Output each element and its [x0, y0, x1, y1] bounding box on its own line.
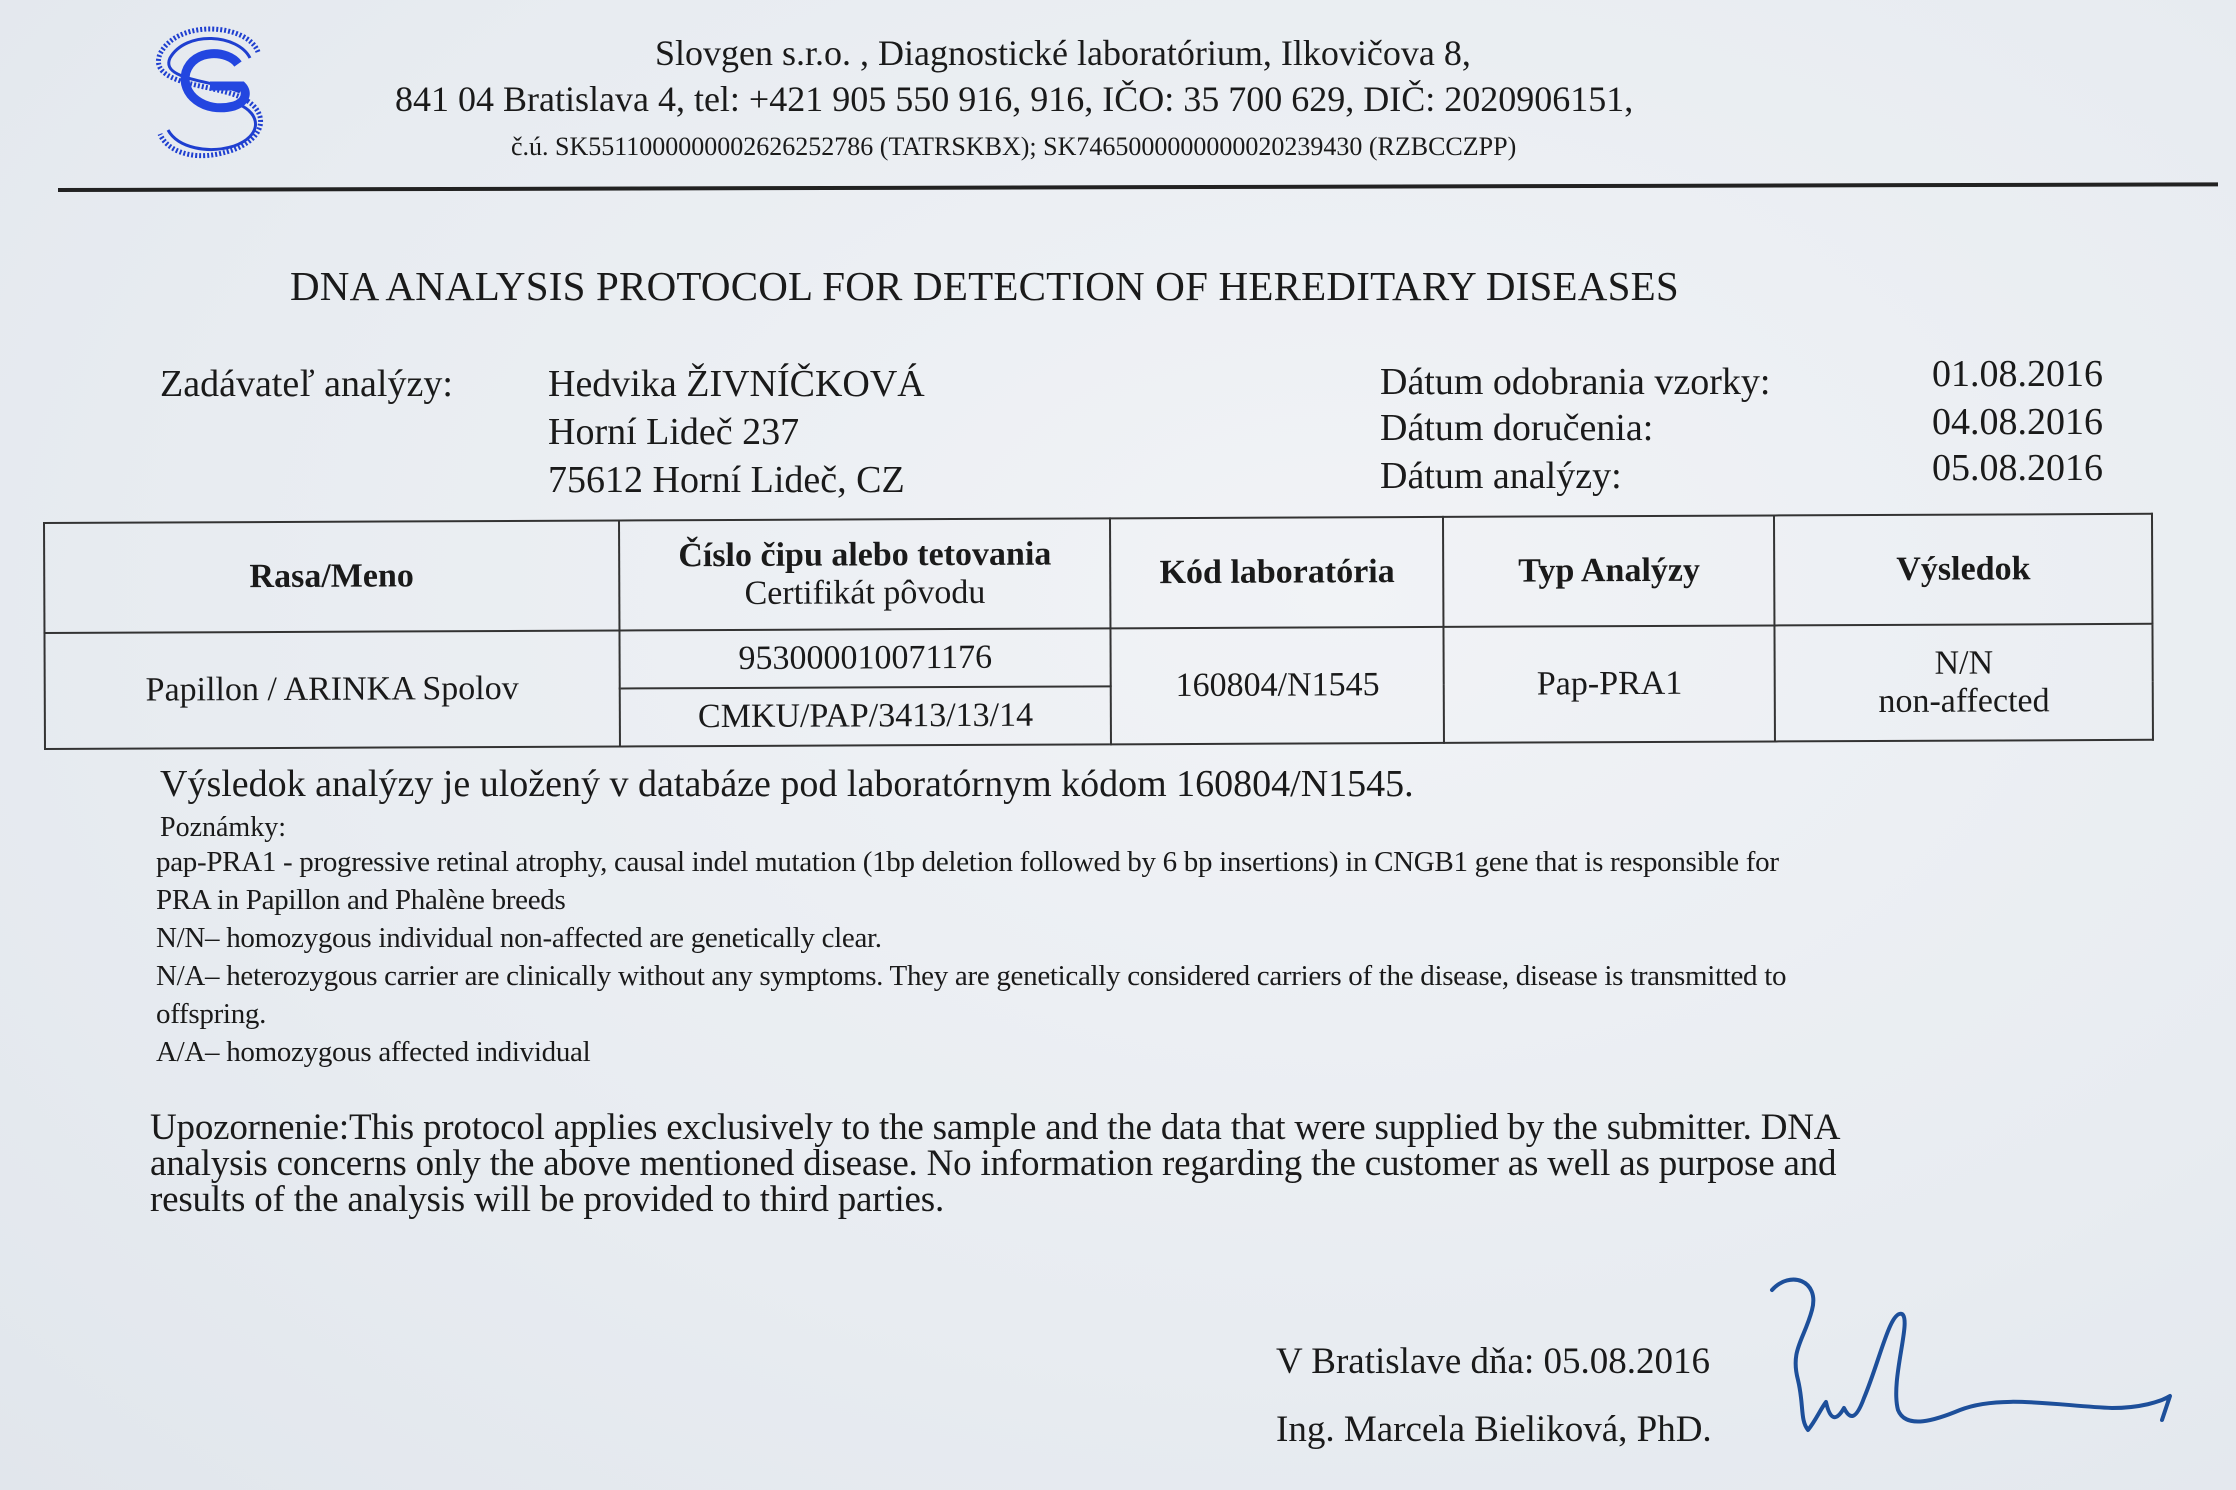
cell-pedigree: CMKU/PAP/3413/13/14: [620, 686, 1112, 746]
analysis-date-value: 05.08.2016: [1932, 447, 2103, 489]
slovgen-logo: [138, 14, 288, 164]
note-line: offspring.: [156, 998, 267, 1030]
header-breed-name: Rasa/Meno: [44, 520, 619, 632]
bank-accounts-line: č.ú. SK5511000000002626252786 (TATRSKBX); SK7465000000000020239430 (RZBCCZPP): [511, 132, 1517, 161]
submitter-label: Zadávateľ analýzy:: [160, 363, 453, 405]
database-note: Výsledok analýzy je uložený v databáze pod laboratórnym kódom 160804/N1545.: [160, 763, 1414, 805]
cell-chip: 953000010071176: [619, 628, 1111, 688]
note-line: N/N– homozygous individual non-affected are genetically clear.: [156, 922, 882, 954]
warning-line: results of the analysis will be provided to third parties.: [150, 1179, 945, 1220]
results-table: [43, 513, 2154, 750]
cell-lab-code: 160804/N1545: [1111, 627, 1444, 745]
table-row: [44, 624, 2152, 691]
header-divider: [58, 182, 2218, 192]
header-lab-code: Kód laboratória: [1110, 517, 1443, 628]
warning-line: Upozornenie:This protocol applies exclusively to the sample and the data that were supplied by the submitter. DNA: [150, 1107, 1841, 1148]
note-line: PRA in Papillon and Phalène breeds: [156, 884, 566, 916]
submitter-name: Hedvika ŽIVNÍČKOVÁ: [548, 363, 925, 405]
submitter-city: 75612 Horní Lideč, CZ: [548, 459, 905, 501]
submitter-street: Horní Lideč 237: [548, 411, 800, 453]
header-chip-main: Číslo čipu alebo tetovania: [678, 535, 1052, 575]
signoff-name: Ing. Marcela Bieliková, PhD.: [1276, 1409, 1712, 1450]
note-line: N/A– heterozygous carrier are clinically without any symptoms. They are genetically considered carriers of the disease, disease is transmitted to: [156, 960, 1787, 992]
notes-title: Poznámky:: [160, 812, 286, 843]
header-result: Výsledok: [1774, 514, 2152, 625]
cell-result: [1775, 624, 2153, 742]
cell-analysis-type: Pap-PRA1: [1444, 625, 1776, 743]
sample-date-label: Dátum odobrania vzorky:: [1380, 361, 1771, 403]
document-title: DNA ANALYSIS PROTOCOL FOR DETECTION OF HEREDITARY DISEASES: [290, 263, 1679, 309]
cell-breed-name: Papillon / ARINKA Spolov: [44, 630, 619, 749]
analysis-date-label: Dátum analýzy:: [1380, 455, 1622, 497]
header-chip-sub: Certifikát pôvodu: [744, 573, 986, 612]
handwritten-signature: [1760, 1270, 2180, 1450]
header-chip: [619, 518, 1111, 630]
header-analysis-type: Typ Analýzy: [1443, 515, 1775, 626]
result-code: N/N: [1934, 644, 1994, 682]
note-line: A/A– homozygous affected individual: [156, 1036, 591, 1068]
table-header-row: [44, 514, 2152, 633]
delivery-date-value: 04.08.2016: [1932, 401, 2103, 443]
company-line-2: 841 04 Bratislava 4, tel: +421 905 550 916, 916, IČO: 35 700 629, DIČ: 2020906151,: [395, 79, 1634, 119]
company-line-1: Slovgen s.r.o. , Diagnostické laboratórium, Ilkovičova 8,: [655, 33, 1471, 73]
note-line: pap-PRA1 - progressive retinal atrophy, causal indel mutation (1bp deletion followed by 6 bp insertions) in CNGB1 gene that is responsible for: [156, 846, 1779, 878]
delivery-date-label: Dátum doručenia:: [1380, 407, 1654, 449]
warning-line: analysis concerns only the above mentioned disease. No information regarding the customer as well as purpose and: [150, 1143, 1837, 1184]
signoff-place-date: V Bratislave dňa: 05.08.2016: [1276, 1341, 1711, 1382]
sample-date-value: 01.08.2016: [1932, 353, 2103, 395]
result-text: non-affected: [1878, 682, 2050, 720]
